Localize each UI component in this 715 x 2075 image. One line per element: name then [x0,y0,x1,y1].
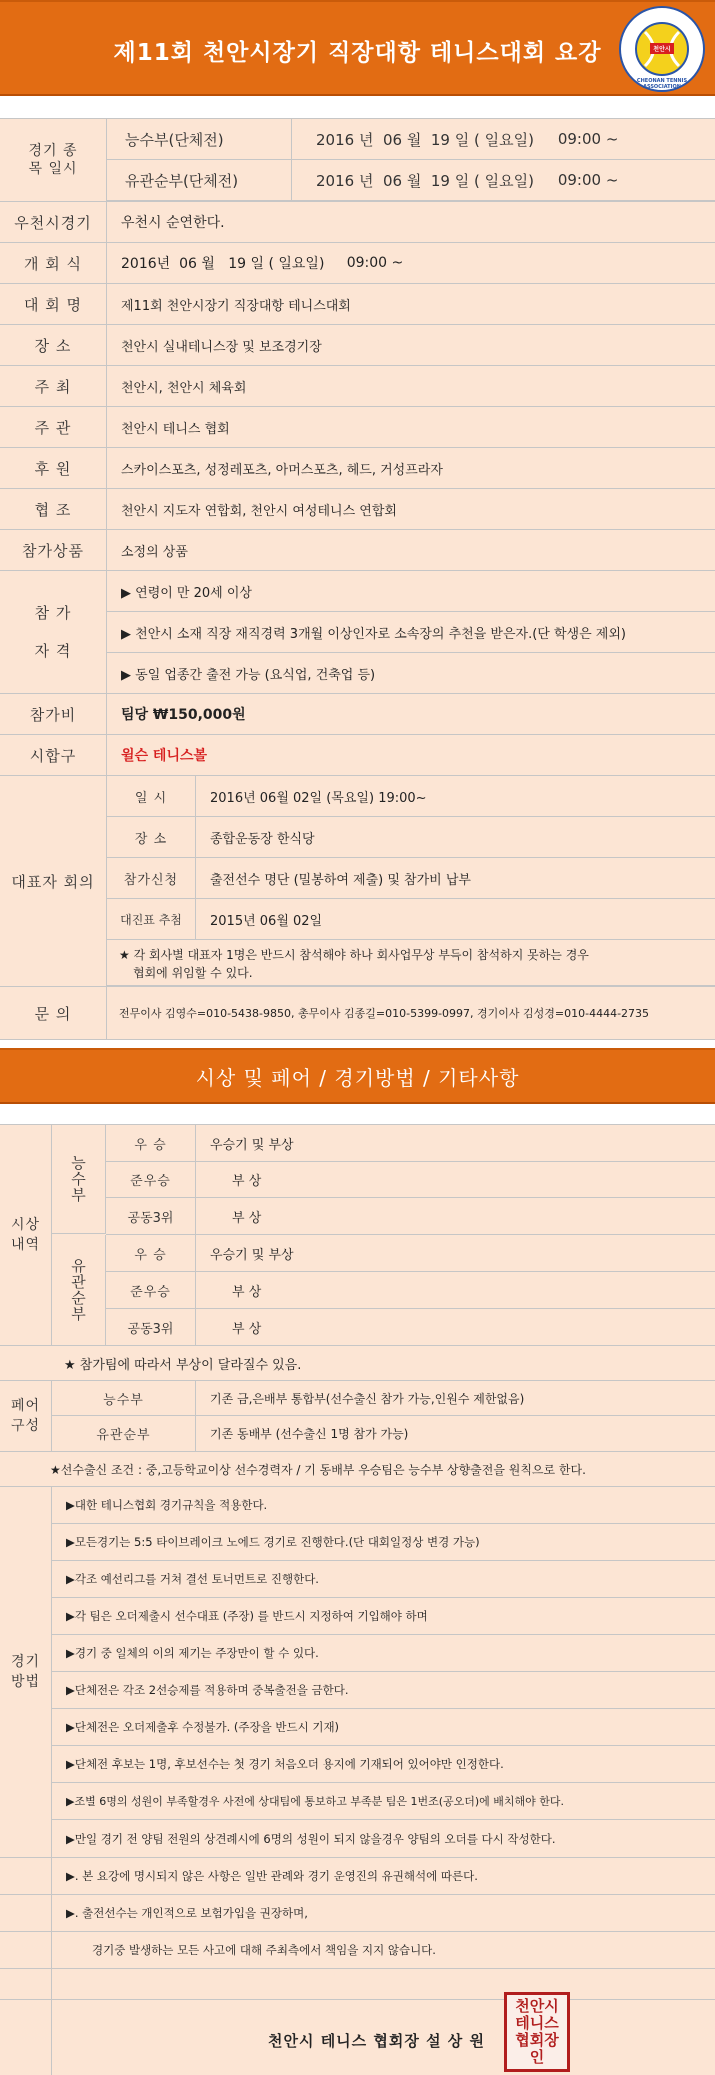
schedule-datetime: 2016 년 06 월 19 일 ( 일요일) 09:00 ~ [292,160,715,200]
eligibility-section [0,571,715,694]
info-row [0,530,715,571]
pair-section [0,1381,715,1452]
info-label: 후 원 [0,448,107,488]
info-label: 협 조 [0,489,107,529]
meeting-label: 대표자 회의 [0,776,107,986]
etc-item: 경기중 발생하는 모든 사고에 대해 주최측에서 책임을 지지 않습니다. [52,1932,715,1968]
contact-row [0,987,715,1040]
info-row [0,448,715,489]
opening-row [0,243,715,284]
etc-item: ▶. 출전선수는 개인적으로 보험가입을 권장하며, [52,1895,715,1931]
method-item: ▶대한 테니스협회 경기규칙을 적용한다. [52,1487,715,1524]
method-label: 경기 방법 [0,1487,52,1857]
meeting-row [107,817,715,858]
association-logo [619,6,705,92]
meeting-value: 2015년 06월 02일 [196,899,715,939]
fee-label: 참가비 [0,694,107,734]
info-row [0,366,715,407]
info-label: 장 소 [0,325,107,365]
info-value: 천안시 지도자 연합회, 천안시 여성테니스 연합회 [107,489,715,529]
award-row: 준우승 부 상 [106,1162,715,1198]
eligibility-item: ▶ 천안시 소재 직장 재직경력 3개월 이상인자로 소속장의 추천을 받은자.(단 학생은 제외) [107,612,715,653]
schedule-section [0,119,715,202]
opening-label: 개 회 식 [0,243,107,283]
info-value: 천안시 실내테니스장 및 보조경기장 [107,325,715,365]
title-banner [0,0,715,96]
logo-badge: 천안시 [653,46,671,53]
award-note-row [0,1346,715,1381]
division-name: 유관순부(단체전) [107,160,292,200]
division-name: 능수부(단체전) [107,119,292,159]
schedule-row [107,160,715,201]
eligibility-label-bottom: 자 격 [34,642,72,660]
method-item: ▶단체전은 각조 2선승제를 적용하며 중복출전을 금한다. [52,1672,715,1709]
info-label: 주 최 [0,366,107,406]
info-label: 대 회 명 [0,284,107,324]
etc-row [0,1895,715,1932]
ball-value: 윌슨 테니스볼 [107,735,715,775]
pair-label: 페어 구성 [0,1381,52,1451]
eligibility-label [0,571,107,693]
info-label: 주 관 [0,407,107,447]
method-item: ▶모든경기는 5:5 타이브레이크 노에드 경기로 진행한다.(단 대회일정상 변경 가능) [52,1524,715,1561]
info-value: 제11회 천안시장기 직장대항 테니스대회 [107,284,715,324]
rain-value: 우천시 순연한다. [107,202,715,242]
meeting-row [107,776,715,817]
award-row: 우 승 우승기 및 부상 [106,1235,715,1272]
eligibility-label-top: 참 가 [34,604,72,622]
etc-row [0,1858,715,1895]
info-row [0,325,715,366]
blank-row [0,1969,715,2000]
outline-table [0,118,715,1039]
meeting-note-line1: ★ 각 회사별 대표자 1명은 반드시 참석해야 하나 회사업무상 부득이 참석하지 못하는 경우 [119,948,589,962]
pair-note-row [0,1452,715,1487]
schedule-label: 경기 종목 일시 [0,119,107,201]
awards-label: 시상 내역 [0,1125,52,1345]
meeting-key: 대진표 추첨 [107,899,196,939]
award-note: ★ 참가팀에 따라서 부상이 달라질수 있음. [0,1346,715,1380]
info-row [0,489,715,530]
ball-row [0,735,715,776]
meeting-key: 장 소 [107,817,196,857]
method-item: ▶단체전 후보는 1명, 후보선수는 첫 경기 처음오더 용지에 기재되어 있어야만 인정한다. [52,1746,715,1783]
meeting-note-line2: 협회에 위임할 수 있다. [133,966,253,980]
meeting-key: 참가신청 [107,858,196,898]
award-row: 공동3위 부 상 [106,1309,715,1345]
meeting-section [0,776,715,987]
signature-row [0,1997,715,2075]
etc-row [0,1932,715,1969]
ball-label: 시합구 [0,735,107,775]
award-row: 우 승 우승기 및 부상 [106,1125,715,1162]
info-label: 참가상품 [0,530,107,570]
info-value: 소정의 상품 [107,530,715,570]
method-item: ▶만일 경기 전 양팀 전원의 상견례시에 6명의 성원이 되지 않을경우 양팀의 오더를 다시 작성한다. [52,1820,715,1857]
info-row [0,407,715,448]
section2-banner [0,1048,715,1104]
meeting-note [107,940,715,986]
award-row: 준우승 부 상 [106,1272,715,1309]
schedule-row [107,119,715,160]
info-value: 천안시 테니스 협회 [107,407,715,447]
official-seal [504,1992,570,2072]
award-group-name: 유관순부 [52,1235,106,1345]
awards-section [0,1125,715,1346]
eligibility-item: ▶ 연령이 만 20세 이상 [107,571,715,612]
pair-note: ★선수출신 조건 : 중,고등학교이상 선수경력자 / 기 동배부 우승팀은 능수부 상향출전을 원칙으로 한다. [0,1452,715,1486]
fee-row [0,694,715,735]
section2-title: 시상 및 페어 / 경기방법 / 기타사항 [195,1066,520,1090]
method-item: ▶조별 6명의 성원이 부족할경우 사전에 상대팀에 통보하고 부족분 팀은 1번조(공오더)에 배치해야 한다. [52,1783,715,1820]
meeting-value: 2016년 06월 02일 (목요일) 19:00~ [196,776,715,816]
info-value: 천안시, 천안시 체육회 [107,366,715,406]
rain-row [0,202,715,243]
page-title: 제11회 천안시장기 직장대항 테니스대회 요강 [113,40,602,66]
contact-value: 전무이사 김영수=010-5438-9850, 총무이사 김종길=010-5399-0997, 경기이사 김성경=010-4444-2735 [107,987,715,1039]
details-table [0,1124,715,2075]
opening-datetime: 2016년 06 월 19 일 ( 일요일) 09:00 ~ [107,243,715,283]
etc-item: ▶. 본 요강에 명시되지 않은 사항은 일반 관례와 경기 운영진의 유권해석에 따른다. [52,1858,715,1894]
method-item: ▶각 팀은 오더제출시 선수대표 (주장) 를 반드시 지정하여 기입해야 하며 [52,1598,715,1635]
meeting-value: 종합운동장 한식당 [196,817,715,857]
info-row [0,284,715,325]
meeting-row [107,899,715,940]
info-value: 스카이스포츠, 성정레포츠, 아머스포츠, 헤드, 거성프라자 [107,448,715,488]
rain-label: 우천시경기 [0,202,107,242]
fee-value: 팀당 ₩150,000원 [107,694,715,734]
meeting-row [107,858,715,899]
method-item: ▶경기 중 일체의 이의 제기는 주장만이 할 수 있다. [52,1635,715,1672]
award-group-name: 능수부 [52,1125,106,1234]
signature-text: 천안시 테니스 협회장 설 상 원 [268,2032,485,2050]
award-row: 공동3위 부 상 [106,1198,715,1235]
method-item: ▶단체전은 오더제출후 수정불가. (주장을 반드시 기재) [52,1709,715,1746]
method-section [0,1487,715,1858]
meeting-value: 출전선수 명단 (밀봉하여 제출) 및 참가비 납부 [196,858,715,898]
schedule-datetime: 2016 년 06 월 19 일 ( 일요일) 09:00 ~ [292,119,715,159]
pair-row: 유관순부 기존 동배부 (선수출신 1명 참가 가능) [52,1416,715,1451]
pair-row: 능수부 기존 금,은배부 통합부(선수출신 참가 가능,인원수 제한없음) [52,1381,715,1416]
eligibility-item: ▶ 동일 업종간 출전 가능 (요식업, 건축업 등) [107,653,715,694]
contact-label: 문 의 [0,987,107,1039]
logo-text: CHEONAN TENNIS ASSOCIATION [636,78,688,90]
meeting-key: 일 시 [107,776,196,816]
seal-text: 천안시테니스협회장인 [515,1997,559,2066]
method-item: ▶각조 예선리그를 거쳐 결선 토너먼트로 진행한다. [52,1561,715,1598]
